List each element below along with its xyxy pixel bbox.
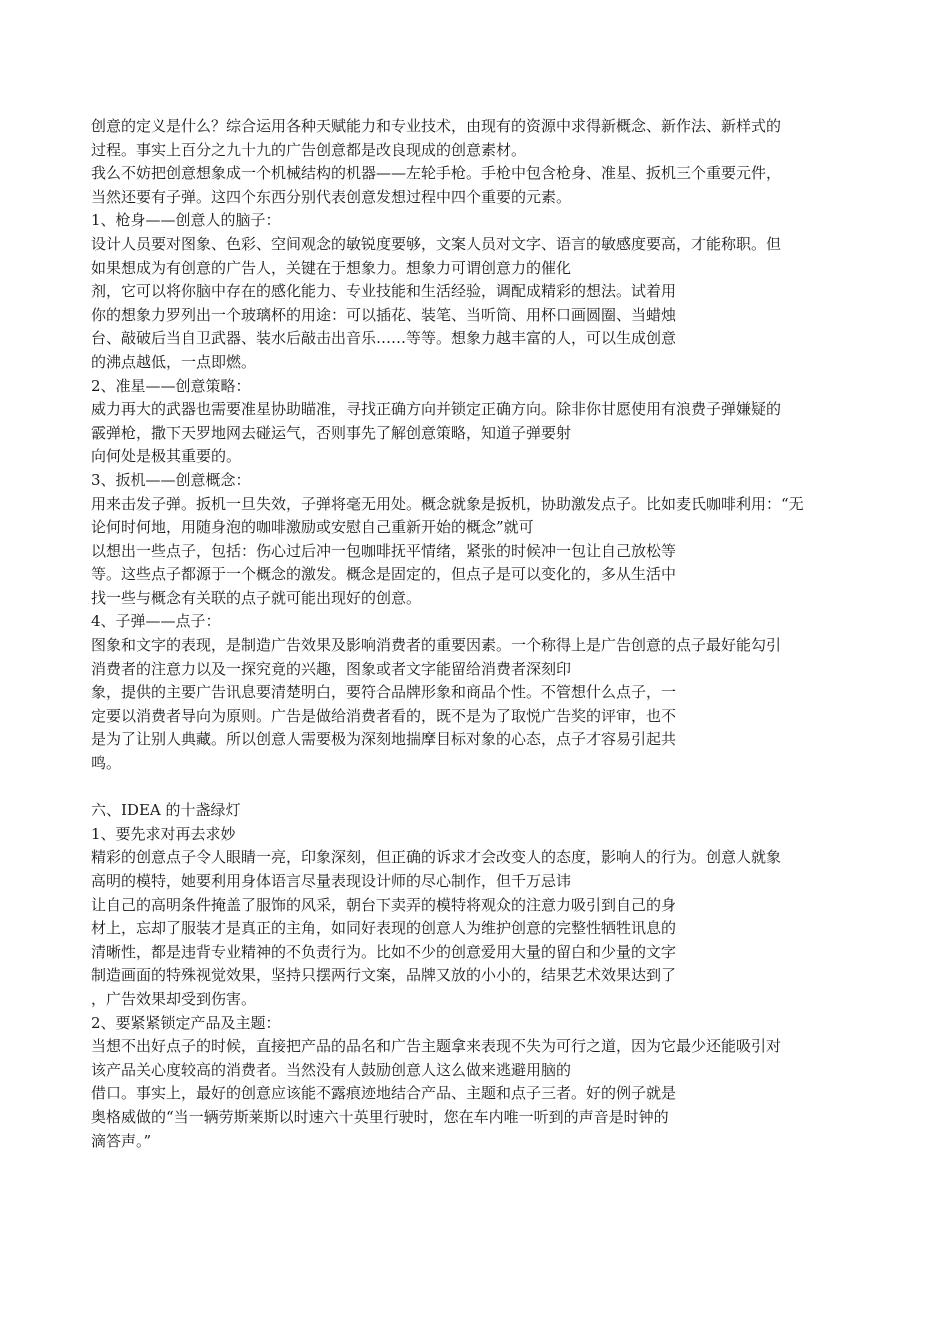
text-line: 是为了让别人典藏。所以创意人需要极为深刻地揣摩目标对象的心态，点子才容易引起共 <box>91 730 677 749</box>
text-line: 霰弹枪，撒下天罗地网去碰运气，否则事先了解创意策略，知道子弹要射 <box>91 423 572 442</box>
text-line: 2、准星——创意策略： <box>91 376 251 395</box>
text-line: 2、要紧紧锁定产品及主题： <box>91 1013 281 1032</box>
text-line: 当然还要有子弹。这四个东西分别代表创意发想过程中四个重要的元素。 <box>91 187 572 206</box>
text-line: 1、枪身——创意人的脑子： <box>91 211 281 230</box>
text-line: 过程。事实上百分之九十九的广告创意都是改良现成的创意素材。 <box>91 140 527 159</box>
text-line: 让自己的高明条件掩盖了服饰的风采，朝台下卖弄的模特将观众的注意力吸引到自己的身 <box>91 895 677 914</box>
text-line: 用来击发子弹。扳机一旦失效，子弹将毫无用处。概念就象是扳机，协助激发点子。比如麦氏咖啡利用：“无 <box>91 494 804 513</box>
text-line: 借口。事实上，最好的创意应该能不露痕迹地结合产品、主题和点子三者。好的例子就是 <box>91 1084 677 1103</box>
text-line: 如果想成为有创意的广告人，关键在于想象力。想象力可谓创意力的催化 <box>91 258 572 277</box>
text-line: 图象和文字的表现，是制造广告效果及影响消费者的重要因素。一个称得上是广告创意的点子最好能勾引 <box>91 636 782 655</box>
text-line: 滴答声。” <box>91 1131 152 1150</box>
text-line: 你的想象力罗列出一个玻璃杯的用途：可以插花、装笔、当听筒、用杯口画圆圈、当蜡烛 <box>91 305 677 324</box>
text-line: 台、敲破后当自卫武器、装水后敲击出音乐……等等。想象力越丰富的人，可以生成创意 <box>91 329 677 348</box>
text-line: 1、要先求对再去求妙 <box>91 824 236 843</box>
text-line: ，广告效果却受到伤害。 <box>91 989 257 1008</box>
text-line: 制造画面的特殊视觉效果，坚持只摆两行文案，品牌又放的小小的，结果艺术效果达到了 <box>91 966 677 985</box>
text-line: 3、扳机——创意概念： <box>91 470 251 489</box>
text-line: 我么不妨把创意想象成一个机械结构的机器——左轮手枪。手枪中包含枪身、准星、扳机三个重要元件， <box>91 164 782 183</box>
text-line: 找一些与概念有关联的点子就可能出现好的创意。 <box>91 588 422 607</box>
document-body <box>91 115 906 1153</box>
text-line: 鸣。 <box>91 754 122 773</box>
blank-line <box>91 776 906 800</box>
text-line: 奥格威做的“当一辆劳斯莱斯以时速六十英里行驶时，您在车内唯一听到的声音是时钟的 <box>91 1107 669 1126</box>
text-line: 六、IDEA 的十盏绿灯 <box>91 801 241 820</box>
text-line: 剂，它可以将你脑中存在的感化能力、专业技能和生活经验，调配成精彩的想法。试着用 <box>91 282 677 301</box>
text-line: 创意的定义是什么？综合运用各种天赋能力和专业技术，由现有的资源中求得新概念、新作法、新样式的 <box>91 117 782 135</box>
text-line: 4、子弹——点子： <box>91 612 221 631</box>
text-line: 等。这些点子都源于一个概念的激发。概念是固定的，但点子是可以变化的，多从生活中 <box>91 565 677 584</box>
text-line: 象，提供的主要广告讯息要清楚明白，要符合品牌形象和商品个性。不管想什么点子，一 <box>91 683 677 702</box>
text-line: 当想不出好点子的时候，直接把产品的品名和广告主题拿来表现不失为可行之道，因为它最少还能吸引对 <box>91 1037 782 1056</box>
text-line: 精彩的创意点子令人眼睛一亮，印象深刻，但正确的诉求才会改变人的态度，影响人的行为。创意人就象 <box>91 848 782 867</box>
text-line: 高明的模特，她要利用身体语言尽量表现设计师的尽心制作，但千万忌讳 <box>91 872 572 890</box>
text-line: 威力再大的武器也需要准星协助瞄准，寻找正确方向并锁定正确方向。除非你甘愿使用有浪费子弹嫌疑的 <box>91 400 782 419</box>
text-line: 清晰性，都是违背专业精神的不负责行为。比如不少的创意爱用大量的留白和少量的文字 <box>91 942 677 961</box>
text-line: 设计人员要对图象、色彩、空间观念的敏锐度要够，文案人员对文字、语言的敏感度要高，才能称职。但 <box>91 234 782 253</box>
text-line: 定要以消费者导向为原则。广告是做给消费者看的，既不是为了取悦广告奖的评审，也不 <box>91 706 677 725</box>
text-line: 以想出一些点子，包括：伤心过后冲一包咖啡抚平情绪，紧张的时候冲一包让自己放松等 <box>91 541 677 560</box>
text-line: 该产品关心度较高的消费者。当然没有人鼓励创意人这么做来逃避用脑的 <box>91 1060 572 1079</box>
text-line: 论何时何地，用随身泡的咖啡激励或安慰自己重新开始的概念”就可 <box>91 518 534 537</box>
text-line: 的沸点越低，一点即燃。 <box>91 352 257 371</box>
text-line: 向何处是极其重要的。 <box>91 447 242 466</box>
text-line: 消费者的注意力以及一探究竟的兴趣，图象或者文字能留给消费者深刻印 <box>91 659 572 678</box>
text-line: 材上，忘却了服装才是真正的主角，如同好表现的创意人为维护创意的完整性牺牲讯息的 <box>91 919 677 938</box>
